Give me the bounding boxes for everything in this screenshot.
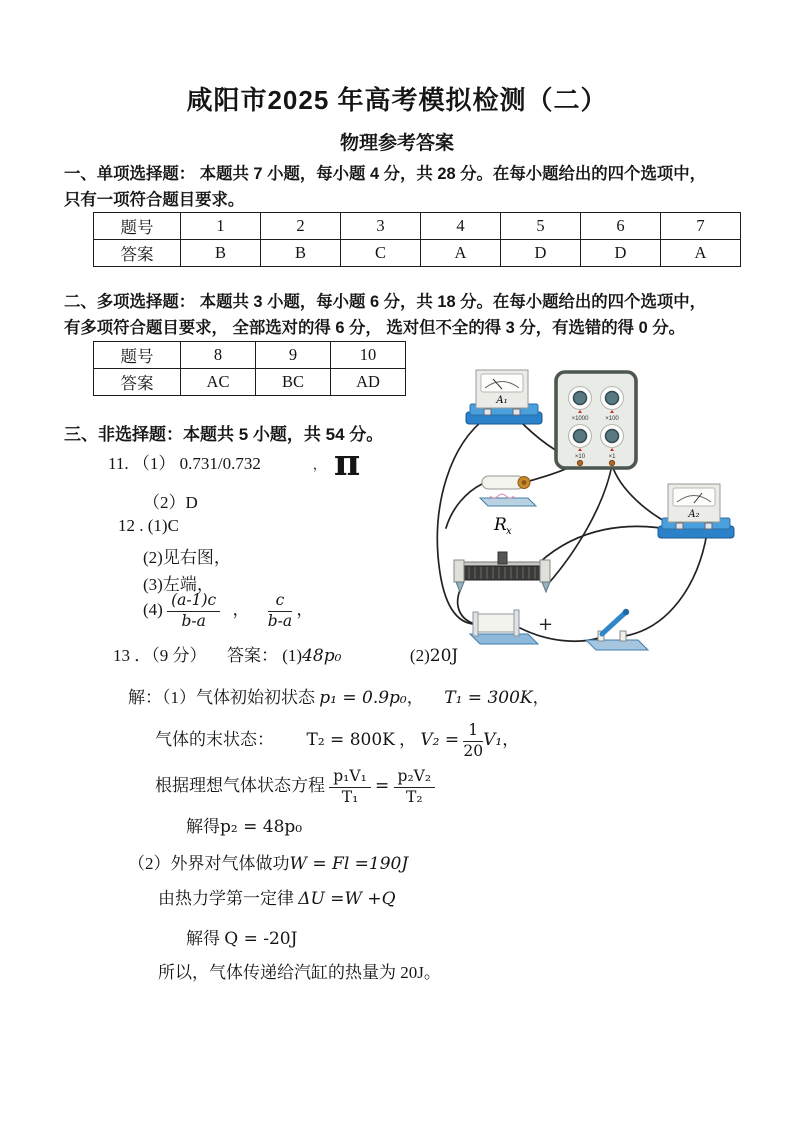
answer-table-single-choice bbox=[93, 212, 741, 267]
q12-part4-label: (4) bbox=[143, 600, 163, 620]
table-row bbox=[94, 369, 406, 396]
sol-l1-math1: p₁ = 0.9p₀ bbox=[319, 688, 407, 708]
table-cell: 2 bbox=[261, 213, 341, 240]
plus-sign: + bbox=[538, 614, 554, 635]
ammeter-a2-label: A₂ bbox=[688, 509, 700, 520]
sol-l5-math: W = Fl =190J bbox=[289, 854, 409, 874]
sol-l2-text: 气体的末状态： bbox=[155, 730, 274, 750]
q11-part1: 11. （1） 0.731/0.732 bbox=[108, 454, 261, 473]
fraction bbox=[394, 768, 436, 807]
wire bbox=[540, 526, 677, 562]
section2-line1: 二、多项选择题： 本题共 3 小题，每小题 6 分，共 18 分。在每小题给出的四个选项中， bbox=[64, 293, 707, 311]
fraction-denominator: T₂ bbox=[406, 787, 423, 806]
wire bbox=[625, 533, 707, 636]
sol-l3-text: 根据理想气体状态方程 bbox=[155, 776, 325, 796]
q12-comma: ， bbox=[232, 600, 250, 620]
fraction bbox=[329, 768, 371, 807]
q13-solution-line2 bbox=[155, 722, 519, 761]
fraction-numerator: p₂V₂ bbox=[394, 768, 436, 788]
rx-resistor-icon bbox=[480, 476, 536, 537]
sol-l2-math2: V₂ = bbox=[420, 730, 460, 751]
rx-label-subscript: x bbox=[506, 526, 512, 537]
q13-a2-value: 20J bbox=[429, 646, 459, 666]
answer-table-multi-choice bbox=[93, 341, 406, 396]
fraction bbox=[463, 722, 483, 761]
table-cell: AC bbox=[181, 369, 256, 396]
table-cell: 10 bbox=[331, 342, 406, 369]
q13-answer-label: 答案： bbox=[227, 646, 278, 665]
q12-tail-comma: ， bbox=[296, 600, 314, 620]
table-row bbox=[94, 240, 741, 267]
box-terminal bbox=[609, 460, 614, 465]
table-cell: AD bbox=[331, 369, 406, 396]
table-cell: 答案 bbox=[94, 369, 181, 396]
punct: ， bbox=[532, 688, 550, 707]
fraction-numerator: c bbox=[268, 592, 292, 612]
q12-answer-line3: (3)左端， bbox=[143, 575, 214, 594]
sol-l4-text: 解得 bbox=[186, 817, 220, 836]
sol-l7-math: Q = -20J bbox=[224, 929, 298, 949]
q13-number: 13 ．（9 分） bbox=[113, 646, 207, 665]
fraction-denominator: 20 bbox=[463, 741, 484, 760]
table-cell: C bbox=[341, 240, 421, 267]
table-cell: 1 bbox=[181, 213, 261, 240]
q11-answer-line2: （2）D bbox=[143, 493, 198, 512]
switch-icon bbox=[586, 609, 648, 650]
wire bbox=[446, 484, 482, 528]
section2-line2: 有多项符合题目要求， 全部选对的得 6 分， 选对但不全的得 3 分，有选错的得 0 分。 bbox=[64, 319, 686, 337]
wire bbox=[437, 417, 487, 624]
q12-answer-line1: 12 . (1)C bbox=[118, 516, 179, 535]
table-cell: 6 bbox=[581, 213, 661, 240]
q13-a1-value: 48p₀ bbox=[302, 646, 342, 666]
punct: ， bbox=[502, 730, 520, 750]
q13-header bbox=[113, 641, 458, 666]
sol-l6-text: 由热力学第一定律 bbox=[158, 889, 294, 908]
table-cell: 3 bbox=[341, 213, 421, 240]
fraction-numerator: p₁V₁ bbox=[329, 768, 371, 788]
fraction-denominator: T₁ bbox=[341, 787, 359, 806]
fraction-numerator: 1 bbox=[463, 722, 483, 742]
q13-solution-line7 bbox=[186, 924, 297, 949]
resistance-box-icon bbox=[556, 372, 636, 468]
sol-l6-math: ΔU =W +Q bbox=[298, 889, 396, 909]
dial-label: ×100 bbox=[605, 416, 619, 422]
sol-l5-text: （2）外界对气体做功 bbox=[128, 854, 290, 873]
punct: ， bbox=[406, 688, 424, 707]
sol-l7-text: 解得 bbox=[186, 929, 220, 948]
equals-sign: = bbox=[375, 776, 390, 797]
q11-comma: ， bbox=[312, 457, 326, 472]
dial-label: ×1 bbox=[608, 454, 616, 460]
q13-solution-line3 bbox=[155, 768, 435, 807]
table-cell: BC bbox=[256, 369, 331, 396]
table-cell: 题号 bbox=[94, 213, 181, 240]
q13-solution-line6 bbox=[158, 884, 396, 909]
table-cell: A bbox=[421, 240, 501, 267]
q13-a1-label: (1) bbox=[282, 646, 303, 665]
section1-line2: 只有一项符合题目要求。 bbox=[64, 191, 245, 209]
section2-heading bbox=[64, 289, 738, 341]
table-cell: B bbox=[261, 240, 341, 267]
table-cell: 5 bbox=[501, 213, 581, 240]
box-terminal bbox=[577, 460, 582, 465]
q13-solution-line4 bbox=[186, 812, 302, 837]
pi-symbol: π bbox=[333, 442, 361, 484]
fraction bbox=[268, 592, 292, 631]
table-cell: D bbox=[581, 240, 661, 267]
battery-icon bbox=[470, 610, 538, 644]
table-cell: 8 bbox=[181, 342, 256, 369]
page-title: 咸阳市2025 年高考模拟检测（二） bbox=[186, 85, 608, 115]
sol-l2-math1: T₂ = 800K bbox=[306, 730, 395, 751]
dial-label: ×1000 bbox=[571, 416, 589, 422]
rx-label: R bbox=[494, 515, 507, 535]
q12-answer-line2: (2)见右图， bbox=[143, 548, 231, 567]
table-cell: 9 bbox=[256, 342, 331, 369]
wire bbox=[548, 465, 612, 584]
fraction-denominator: b-a bbox=[267, 611, 293, 630]
q13-a2-label: (2) bbox=[409, 646, 430, 665]
q12-answer-line4 bbox=[143, 592, 313, 631]
table-cell: B bbox=[181, 240, 261, 267]
table-cell: 题号 bbox=[94, 342, 181, 369]
ammeter-a2-icon bbox=[658, 484, 734, 538]
section1-line1: 一、单项选择题： 本题共 7 小题，每小题 4 分，共 28 分。在每小题给出的四个选项中， bbox=[64, 165, 707, 183]
table-cell: 7 bbox=[661, 213, 741, 240]
dial-label: ×10 bbox=[574, 454, 586, 460]
q13-solution-line1 bbox=[128, 683, 550, 708]
ammeter-a1-icon bbox=[466, 370, 542, 424]
table-row bbox=[94, 342, 406, 369]
punct: ， bbox=[399, 730, 417, 750]
dial-x1000-icon bbox=[569, 387, 592, 423]
sol-l1-math2: T₁ = 300K bbox=[444, 688, 533, 708]
fraction-numerator: (a-1)c bbox=[167, 592, 220, 612]
circuit-diagram bbox=[428, 356, 792, 674]
fraction-denominator: b-a bbox=[181, 611, 206, 630]
page-subtitle: 物理参考答案 bbox=[339, 133, 454, 154]
q13-solution-line5 bbox=[128, 849, 408, 874]
table-cell: A bbox=[661, 240, 741, 267]
q13-solution-line8: 所以，气体传递给汽缸的热量为 20J。 bbox=[158, 963, 441, 982]
sol-l2-math3: V₁ bbox=[483, 730, 503, 751]
sol-l1-text: 解：（1）气体初始初状态 bbox=[128, 688, 315, 707]
rheostat-icon bbox=[454, 552, 550, 592]
sol-l4-math: p₂ = 48p₀ bbox=[220, 817, 303, 837]
table-cell: D bbox=[501, 240, 581, 267]
table-cell: 答案 bbox=[94, 240, 181, 267]
table-row bbox=[94, 213, 741, 240]
section1-heading bbox=[64, 161, 738, 213]
section3-heading: 三、非选择题：本题共 5 小题，共 54 分。 bbox=[64, 425, 384, 444]
q11-answer-line1 bbox=[108, 442, 361, 484]
table-cell: 4 bbox=[421, 213, 501, 240]
fraction bbox=[167, 592, 220, 631]
ammeter-a1-label: A₁ bbox=[496, 395, 508, 406]
